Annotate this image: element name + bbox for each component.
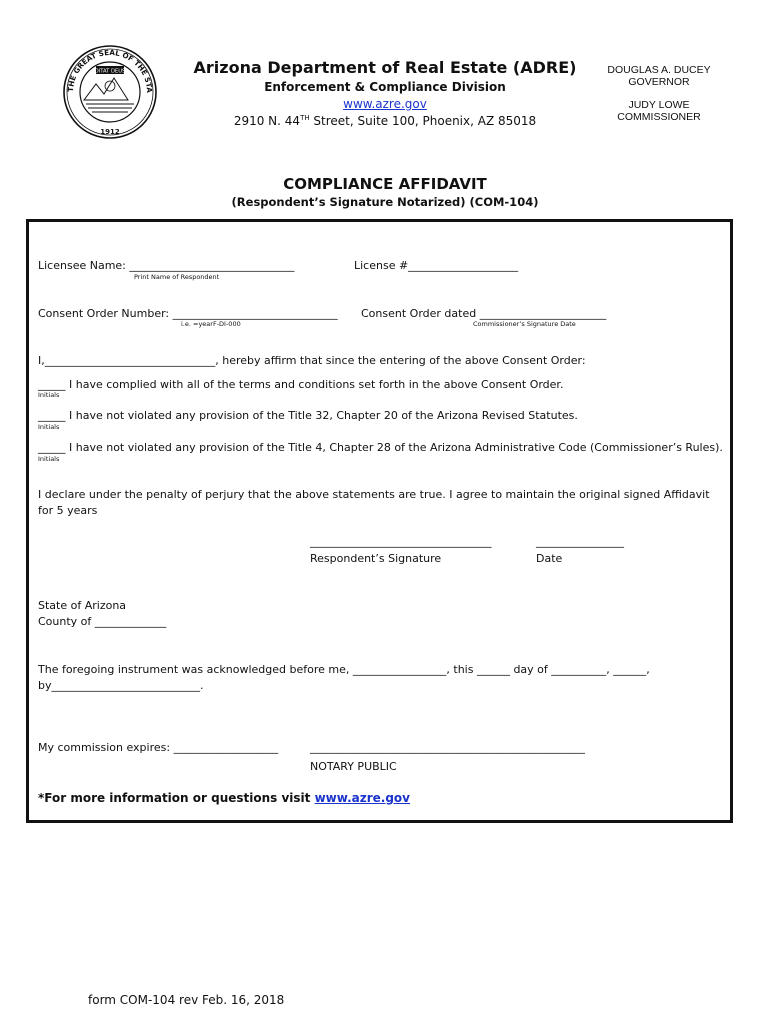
notary-signature-line[interactable]: __________________________________________________ xyxy=(310,741,585,754)
acknowledgement-line-2[interactable]: by___________________________. xyxy=(38,679,204,692)
commission-expires-field[interactable]: My commission expires: ___________________ xyxy=(38,741,279,754)
commissioner-name: JUDY LOWE xyxy=(628,99,690,111)
compliance-item-3[interactable]: _____ I have not violated any provision of the Title 4, Chapter 28 of the Arizona Administrative Code (Commissioner’s Rules). xyxy=(38,441,723,454)
state-label: State of Arizona xyxy=(38,599,127,612)
licensee-name-field[interactable]: Licensee Name: ______________________________ xyxy=(38,259,295,272)
governor-name: DOUGLAS A. DUCEY xyxy=(607,64,711,76)
date-line[interactable]: ________________ xyxy=(536,535,624,548)
notary-public-label: NOTARY PUBLIC xyxy=(310,760,397,773)
more-info-text: *For more information or questions visit www.azre.gov xyxy=(38,791,410,805)
division-name: Enforcement & Compliance Division xyxy=(264,80,506,94)
agency-address: 2910 N. 44TH Street, Suite 100, Phoenix, AZ 85018 xyxy=(233,114,537,128)
form-footer: form COM-104 rev Feb. 16, 2018 xyxy=(88,993,285,1007)
respondent-signature-label: Respondent’s Signature xyxy=(310,552,442,565)
consent-order-number-field[interactable]: Consent Order Number: ______________________________ xyxy=(38,307,338,320)
declaration-line-1: I declare under the penalty of perjury that the above statements are true. I agree to maintain the original signed Affidavit xyxy=(38,488,710,501)
affirm-statement[interactable]: I,_______________________________, hereby affirm that since the entering of the above Consent Order: xyxy=(38,354,586,367)
svg-text:THE GREAT SEAL OF THE STATE OF: THE GREAT SEAL OF THE STA xyxy=(65,47,155,93)
website-link[interactable]: www.azre.gov xyxy=(343,97,427,111)
initials-hint-1: Initials xyxy=(38,391,60,399)
commissioner-signature-hint: Commissioner’s Signature Date xyxy=(473,320,576,328)
county-field[interactable]: County of _____________ xyxy=(38,615,167,628)
initials-hint-3: Initials xyxy=(38,455,60,463)
declaration-line-2: for 5 years xyxy=(38,504,98,517)
date-label: Date xyxy=(536,552,563,565)
license-number-field[interactable]: License #____________________ xyxy=(354,259,519,272)
form-title: COMPLIANCE AFFIDAVIT xyxy=(283,175,487,193)
consent-order-dated-field[interactable]: Consent Order dated _______________________ xyxy=(361,307,607,320)
consent-order-hint: i.e. =yearF-DI-000 xyxy=(181,320,241,328)
respondent-signature-line[interactable]: _________________________________ xyxy=(310,535,492,548)
acknowledgement-line-1[interactable]: The foregoing instrument was acknowledged before me, _________________, this ______ day of __________, ______, xyxy=(38,663,650,676)
form-subtitle: (Respondent’s Signature Notarized) (COM-104) xyxy=(231,195,539,209)
commissioner-title: COMMISSIONER xyxy=(617,111,701,123)
print-name-hint: Print Name of Respondent xyxy=(134,273,220,281)
initials-hint-2: Initials xyxy=(38,423,60,431)
compliance-item-1[interactable]: _____ I have complied with all of the terms and conditions set forth in the above Consent Order. xyxy=(38,378,564,391)
compliance-item-2[interactable]: _____ I have not violated any provision of the Title 32, Chapter 20 of the Arizona Revised Statutes. xyxy=(38,409,578,422)
more-info-link[interactable]: www.azre.gov xyxy=(314,791,410,805)
svg-text:1912: 1912 xyxy=(100,128,120,136)
svg-text:DITAT DEUS: DITAT DEUS xyxy=(94,68,126,75)
governor-title: GOVERNOR xyxy=(628,76,690,88)
agency-title: Arizona Department of Real Estate (ADRE) xyxy=(193,58,577,77)
